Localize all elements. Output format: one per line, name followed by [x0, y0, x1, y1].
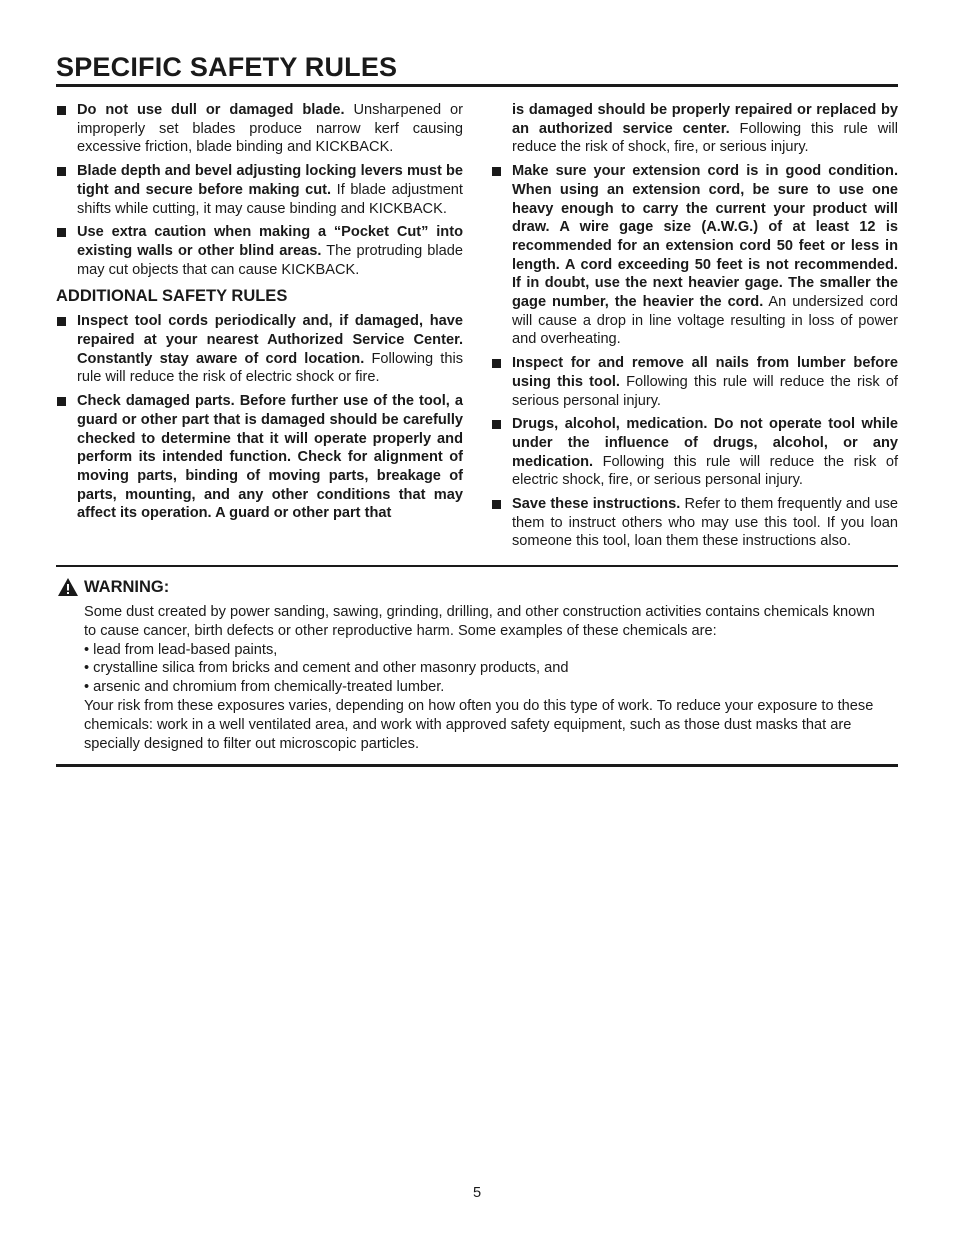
warning-bottom-rule: [56, 764, 898, 767]
rule-item: [56, 223, 463, 279]
square-bullet-icon: [492, 500, 501, 509]
rule-text: An undersized cord will cause a drop in line voltage resulting in loss of power and overheating.: [512, 294, 898, 348]
rule-item: [491, 354, 898, 410]
rule-item: [491, 415, 898, 490]
warning-intro: Some dust created by power sanding, sawing, grinding, drilling, and other construction activities contains chemicals known to cause cancer, birth defects or other reproductive harm. Some examples of these chemicals are:: [84, 604, 875, 639]
warning-closing: Your risk from these exposures varies, depending on how often you do this type of work. To reduce your exposure to these chemicals: work in a well ventilated area, and work with approved safety equipment, such as those dust masks that are specially designed to filter out microscopic particles.: [84, 697, 874, 752]
rule-bold: Save these instructions.: [512, 496, 681, 513]
warning-label: WARNING:: [84, 577, 170, 596]
rule-text: If blade adjustment shifts while cutting, it may cause binding and KICKBACK.: [77, 181, 463, 217]
square-bullet-icon: [57, 397, 66, 406]
square-bullet-icon: [57, 228, 66, 237]
rule-text: Unsharpened or improperly set blades produce narrow kerf causing excessive friction, blade binding and KICKBACK.: [77, 102, 463, 156]
rule-bold: Inspect for and remove all nails from lumber before using this tool.: [512, 355, 898, 390]
warning-bullet: • lead from lead-based paints,: [84, 641, 278, 658]
warning-bullet: • arsenic and chromium from chemically-treated lumber.: [84, 679, 445, 696]
square-bullet-icon: [57, 167, 66, 176]
rule-bold: Blade depth and bevel adjusting locking levers must be tight and secure before making cut.: [77, 163, 463, 198]
rule-item: [56, 162, 463, 218]
page-title: SPECIFIC SAFETY RULES: [56, 52, 398, 82]
rule-bold: Check damaged parts. Before further use of the tool, a guard or other part that is damaged should be carefully checked to determine that it will operate properly and perform its intended function. Check for alignment of moving parts, binding of moving parts, breakage of parts, mounting, and any other conditions that may affect its operation. A guard or other part that: [77, 393, 463, 522]
rule-item: [56, 392, 463, 523]
square-bullet-icon: [492, 359, 501, 368]
square-bullet-icon: [57, 106, 66, 115]
page-number: 5: [472, 1185, 482, 1201]
rule-continuation: [491, 101, 898, 157]
warning-triangle-icon: [57, 577, 79, 597]
rule-bold: Do not use dull or damaged blade.: [77, 102, 345, 118]
rule-item: [56, 101, 463, 157]
rule-text: Following this rule will reduce the risk of shock, fire, or serious injury.: [512, 120, 898, 156]
rule-text: Following this rule will reduce the risk of electric shock, fire, or serious personal injury.: [512, 453, 898, 489]
warning-heading: [57, 577, 169, 597]
rule-text: Following this rule will reduce the risk of serious personal injury.: [512, 373, 898, 409]
rule-text: Following this rule will reduce the risk of electric shock or fire.: [77, 350, 463, 386]
additional-rules-heading: ADDITIONAL SAFETY RULES: [56, 287, 288, 306]
right-column: [491, 101, 898, 556]
warning-bullet: • crystalline silica from bricks and cement and other masonry products, and: [84, 660, 569, 677]
rule-bold: Make sure your extension cord is in good condition. When using an extension cord, be sure to use one heavy enough to carry the current your product will draw. A wire gage size (A.W.G.) of at least 12 is recommended for an extension cord 50 feet or less in length. A cord exceeding 50 feet is not recommended. If in doubt, use the next heavier gage. The smaller the gage number, the heavier the cord.: [512, 163, 898, 311]
rule-bold: Inspect tool cords periodically and, if damaged, have repaired at your nearest Authorized Service Center. Constantly stay aware of cord location.: [77, 313, 463, 367]
rule-bold: is damaged should be properly repaired or replaced by an authorized service center.: [512, 102, 898, 137]
left-column: [56, 101, 463, 528]
rule-bold: Drugs, alcohol, medication. Do not operate tool while under the influence of drugs, alcohol, or any medication.: [512, 416, 898, 470]
rule-item: [491, 162, 898, 349]
rule-bold: Use extra caution when making a “Pocket Cut” into existing walls or other blind areas.: [77, 224, 463, 259]
square-bullet-icon: [57, 317, 66, 326]
rule-item: [56, 312, 463, 387]
title-rule: [56, 84, 898, 87]
rule-item: [491, 495, 898, 551]
square-bullet-icon: [492, 167, 501, 176]
rule-text: Refer to them frequently and use them to instruct others who may use this tool. If you loan someone this tool, loan them these instructions also.: [512, 496, 898, 550]
rule-text: The protruding blade may cut objects that can cause KICKBACK.: [77, 242, 463, 278]
square-bullet-icon: [492, 420, 501, 429]
warning-top-rule: [56, 565, 898, 567]
warning-body: [84, 603, 884, 753]
